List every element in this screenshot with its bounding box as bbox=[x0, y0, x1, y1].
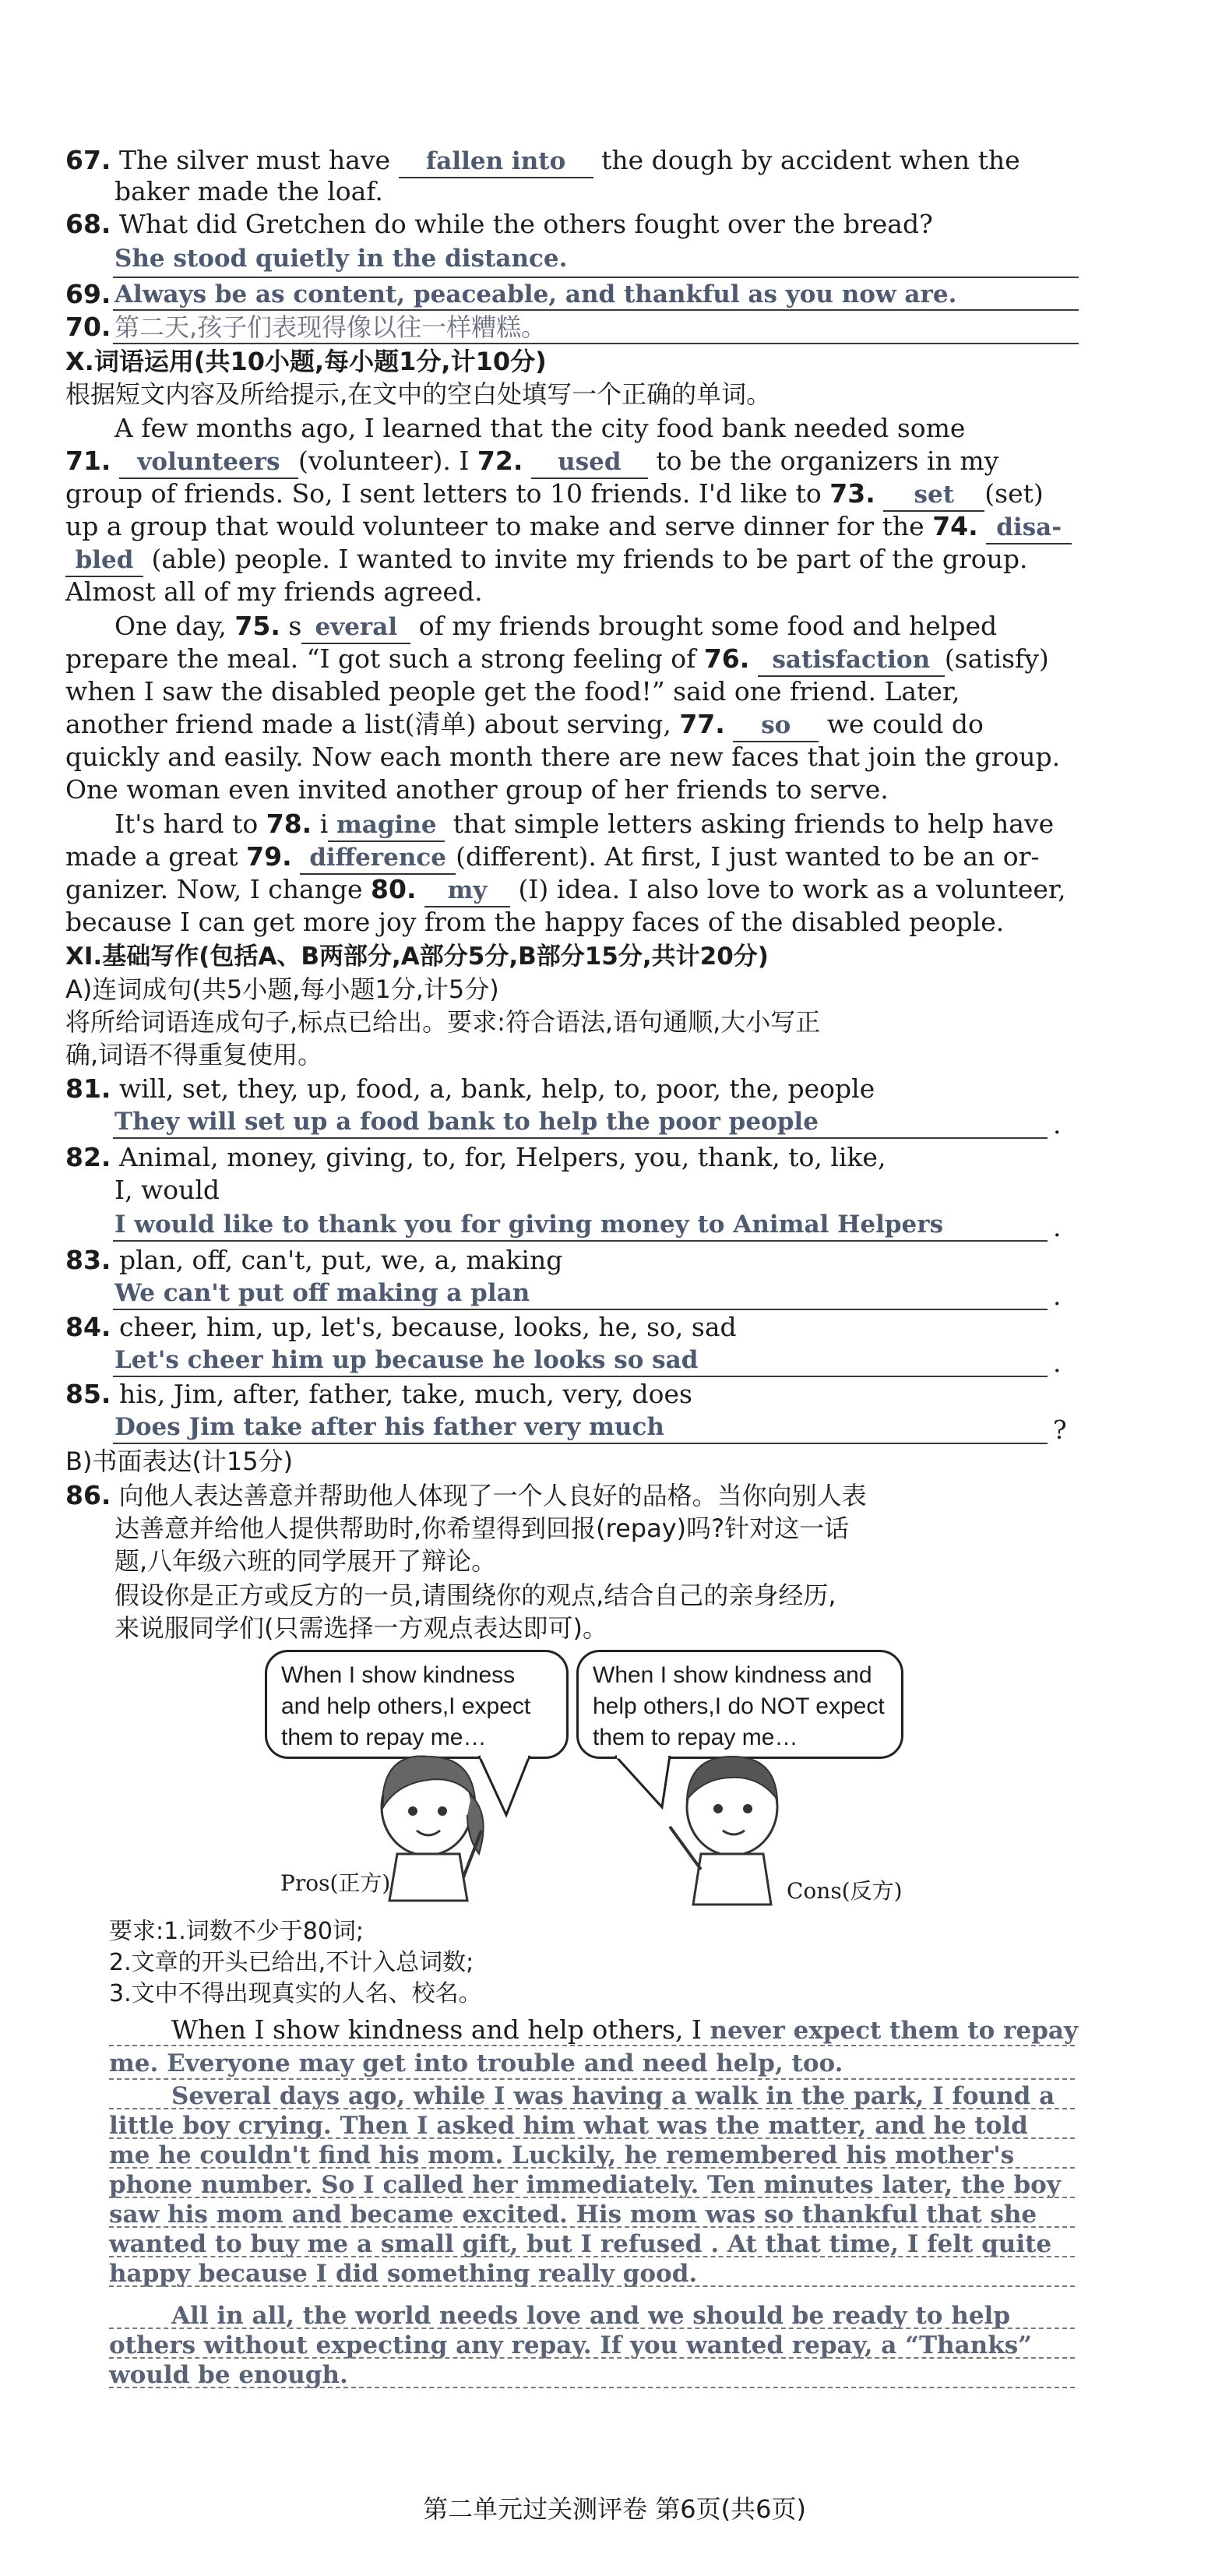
writing-line bbox=[109, 2226, 1075, 2228]
section-xi-instruction-1: 将所给词语连成句子,标点已给出。要求:符合语法,语句通顺,大小写正 bbox=[65, 1007, 821, 1037]
q67-line2: baker made the loaf. bbox=[114, 176, 383, 206]
q81-number: 81. bbox=[65, 1073, 111, 1104]
cloze-line-4-text: up a group that would volunteer to make and serve dinner for the bbox=[65, 511, 924, 541]
pros-label: Pros(正方) bbox=[280, 1870, 391, 1896]
cloze-line-13-rest: that simple letters asking friends to help have bbox=[453, 809, 1055, 839]
q67-text-post: the dough by accident when the bbox=[601, 145, 1020, 175]
q72-number: 72. bbox=[477, 446, 523, 476]
q77-number: 77. bbox=[679, 709, 725, 739]
writing-line bbox=[109, 2285, 1075, 2287]
q81-answer: They will set up a food bank to help the poor people bbox=[114, 1108, 819, 1136]
cloze-line-16: because I can get more joy from the happy faces of the disabled people. bbox=[65, 907, 1005, 937]
cloze-line-6: Almost all of my friends agreed. bbox=[65, 576, 483, 607]
composition-paragraph-3: All in all, the world needs love and we should be ready to help others without expecting any repay. If you wanted repay, a “Thanks” would be enough. bbox=[109, 2302, 1032, 2389]
requirement-1: 要求:1.词数不少于80词; bbox=[109, 1918, 364, 1945]
q86-line-5: 来说服同学们(只需选择一方观点表达即可)。 bbox=[114, 1613, 607, 1643]
q67-text-pre: The silver must have bbox=[118, 145, 391, 175]
q71-number: 71. bbox=[65, 446, 111, 476]
q81-punct: . bbox=[1053, 1109, 1062, 1140]
q83-punct: . bbox=[1053, 1281, 1062, 1311]
q70-answer: 第二天,孩子们表现得像以往一样糟糕。 bbox=[114, 312, 547, 342]
q76-number: 76. bbox=[703, 643, 750, 674]
writing-line bbox=[109, 2256, 1075, 2257]
q85-word-list: his, Jim, after, father, take, much, very, does bbox=[118, 1379, 692, 1409]
q78-answer: magine bbox=[328, 809, 445, 842]
q82-punct: . bbox=[1053, 1212, 1062, 1242]
q68-number: 68. bbox=[65, 209, 111, 239]
q85-number: 85. bbox=[65, 1379, 111, 1409]
q68-answer: She stood quietly in the distance. bbox=[114, 245, 568, 273]
q72-text: to be the organizers in my bbox=[656, 446, 999, 476]
q84-number: 84. bbox=[65, 1312, 111, 1342]
q86-line-4: 假设你是正方或反方的一员,请围绕你的观点,结合自己的亲身经历, bbox=[114, 1580, 836, 1610]
page-footer: 第二单元过关测评卷 第6页(共6页) bbox=[423, 2494, 806, 2524]
q86-line-2: 达善意并给他人提供帮助时,你希望得到回报(repay)吗?针对这一话 bbox=[114, 1514, 850, 1543]
q71-hint: (volunteer). I bbox=[298, 446, 470, 476]
requirement-2: 2.文章的开头已给出,不计入总词数; bbox=[109, 1949, 474, 1976]
composition-answer-cont: me. Everyone may get into trouble and need help, too. bbox=[109, 2049, 843, 2077]
q67-answer: fallen into bbox=[399, 146, 593, 178]
composition-paragraph-2: Several days ago, while I was having a walk in the park, I found a little boy crying. Then I asked him what was the matter, and he told me he couldn't find his mom. Luckily, he remembered his mother's phone number. So I called her immediately. Ten minutes later, the boy saw his mom and became excited. His mom was so thankful that she wanted to buy me a small gift, but I refused . At that time, I felt quite happy because I did something really good. bbox=[109, 2082, 1061, 2288]
boy-cartoon-icon bbox=[670, 1757, 777, 1905]
q80-answer: my bbox=[424, 875, 510, 907]
q75-answer: everal bbox=[301, 611, 410, 644]
q79-number: 79. bbox=[246, 841, 292, 872]
q82-words-2: I, would bbox=[114, 1175, 220, 1205]
q78-prefix: i bbox=[319, 809, 329, 839]
requirement-3: 3.文中不得出现真实的人名、校名。 bbox=[109, 1980, 482, 2007]
q80-number: 80. bbox=[371, 874, 417, 904]
q84-punct: . bbox=[1053, 1348, 1062, 1378]
q84-answer: Let's cheer him up because he looks so sad bbox=[114, 1346, 699, 1374]
q84-word-list: cheer, him, up, let's, because, looks, he, so, sad bbox=[118, 1312, 737, 1342]
q69-answer: Always be as content, peaceable, and thankful as you now are. bbox=[114, 280, 957, 308]
q75-prefix: s bbox=[288, 611, 302, 641]
cloze-line-11: quickly and easily. Now each month there are new faces that join the group. bbox=[65, 742, 1061, 772]
q85-punct: ? bbox=[1053, 1415, 1067, 1445]
cloze-line-15-rest: (I) idea. I also love to work as a volunteer, bbox=[518, 874, 1066, 904]
section-x-instruction: 根据短文内容及所给提示,在文中的空白处填写一个正确的单词。 bbox=[65, 379, 772, 409]
writing-line bbox=[109, 2045, 1075, 2046]
cloze-line-10-text: another friend made a list(清单) about serving, bbox=[65, 709, 671, 739]
q74-answer-part2: bled bbox=[65, 544, 143, 577]
cloze-line-7-text: One day, bbox=[114, 611, 227, 641]
cloze-line-12: One woman even invited another group of her friends to serve. bbox=[65, 774, 889, 805]
q72-answer: used bbox=[531, 446, 648, 479]
cloze-line-13-text: It's hard to bbox=[114, 809, 259, 839]
writing-line bbox=[109, 2197, 1075, 2198]
q74-number: 74. bbox=[932, 511, 978, 541]
q69-number: 69. bbox=[65, 279, 111, 309]
q79-answer: difference bbox=[300, 842, 456, 875]
q67-number: 67. bbox=[65, 145, 111, 175]
cons-label: Cons(反方) bbox=[787, 1878, 903, 1904]
section-xi-part-a: A)连词成句(共5小题,每小题1分,计5分) bbox=[65, 974, 499, 1004]
section-xi-title: XI.基础写作(包括A、B两部分,A部分5分,B部分15分,共计20分) bbox=[65, 943, 769, 971]
composition-opening: When I show kindness and help others, I bbox=[171, 2014, 702, 2045]
q86-prompt-1: 向他人表达善意并帮助他人体现了一个人良好的品格。当你向别人表 bbox=[118, 1481, 867, 1510]
q83-number: 83. bbox=[65, 1245, 111, 1275]
cloze-line-5-text: (able) people. I wanted to invite my friends to be part of the group. bbox=[151, 544, 1028, 574]
q82-word-list: Animal, money, giving, to, for, Helpers, you, thank, to, like, bbox=[118, 1142, 886, 1172]
cloze-line-7-rest: of my friends brought some food and helped bbox=[418, 611, 998, 641]
composition-answer-start: never expect them to repay bbox=[710, 2017, 1078, 2045]
q86-line-3: 题,八年级六班的同学展开了辩论。 bbox=[114, 1546, 497, 1576]
q74-answer-part1: disa- bbox=[986, 512, 1072, 544]
q71-answer: volunteers bbox=[119, 446, 298, 479]
q85-answer: Does Jim take after his father very much bbox=[114, 1413, 664, 1441]
q76-answer: satisfaction bbox=[758, 644, 945, 677]
q73-hint: (set) bbox=[984, 478, 1044, 509]
q70-number: 70. bbox=[65, 312, 111, 342]
part-b-title: B)书面表达(计15分) bbox=[65, 1447, 294, 1476]
cloze-line-8-text: prepare the meal. “I got such a strong feeling of bbox=[65, 643, 696, 674]
writing-line bbox=[109, 2328, 1075, 2329]
q78-number: 78. bbox=[266, 809, 312, 839]
writing-line bbox=[109, 2387, 1075, 2388]
cloze-line-10-rest: we could do bbox=[826, 709, 984, 739]
section-xi-instruction-2: 确,词语不得重复使用。 bbox=[65, 1040, 323, 1070]
cloze-line-3-text: group of friends. So, I sent letters to 10 friends. I'd like to bbox=[65, 478, 822, 509]
q82-answer: I would like to thank you for giving money to Animal Helpers bbox=[114, 1210, 944, 1239]
q75-number: 75. bbox=[234, 611, 280, 641]
composition-line-1 bbox=[171, 2014, 1078, 2046]
writing-line bbox=[109, 2108, 1075, 2109]
writing-line bbox=[109, 2167, 1075, 2169]
pros-bubble-text: When I show kindness and help others,I expect them to repay me… bbox=[281, 1662, 531, 1750]
cloze-line-14-text: made a great bbox=[65, 841, 238, 872]
q82-number: 82. bbox=[65, 1142, 111, 1172]
q81-word-list: will, set, they, up, food, a, bank, help, to, poor, the, people bbox=[118, 1073, 875, 1104]
cloze-line-9: when I saw the disabled people get the food!” said one friend. Later, bbox=[65, 676, 960, 707]
q86-number: 86. bbox=[65, 1480, 111, 1510]
q83-answer: We can't put off making a plan bbox=[114, 1279, 530, 1307]
q68-question: What did Gretchen do while the others fought over the bread? bbox=[118, 209, 933, 239]
cloze-line-1: A few months ago, I learned that the city food bank needed some bbox=[114, 413, 966, 443]
girl-cartoon-icon bbox=[382, 1757, 484, 1901]
q73-number: 73. bbox=[829, 478, 875, 509]
q73-answer: set bbox=[883, 479, 984, 512]
cons-bubble-text: When I show kindness and help others,I do NOT expect them to repay me… bbox=[593, 1662, 885, 1750]
q76-hint: (satisfy) bbox=[944, 643, 1049, 674]
section-x-title: X.词语运用(共10小题,每小题1分,计10分) bbox=[65, 347, 547, 376]
writing-line bbox=[109, 2357, 1075, 2359]
q83-word-list: plan, off, can't, put, we, a, making bbox=[118, 1245, 563, 1275]
cloze-line-14-rest: (different). At first, I just wanted to be an or- bbox=[456, 841, 1040, 872]
writing-line bbox=[109, 2137, 1075, 2139]
writing-line bbox=[109, 2078, 1075, 2080]
q77-answer: so bbox=[733, 710, 819, 742]
cloze-line-15-text: ganizer. Now, I change bbox=[65, 874, 363, 904]
